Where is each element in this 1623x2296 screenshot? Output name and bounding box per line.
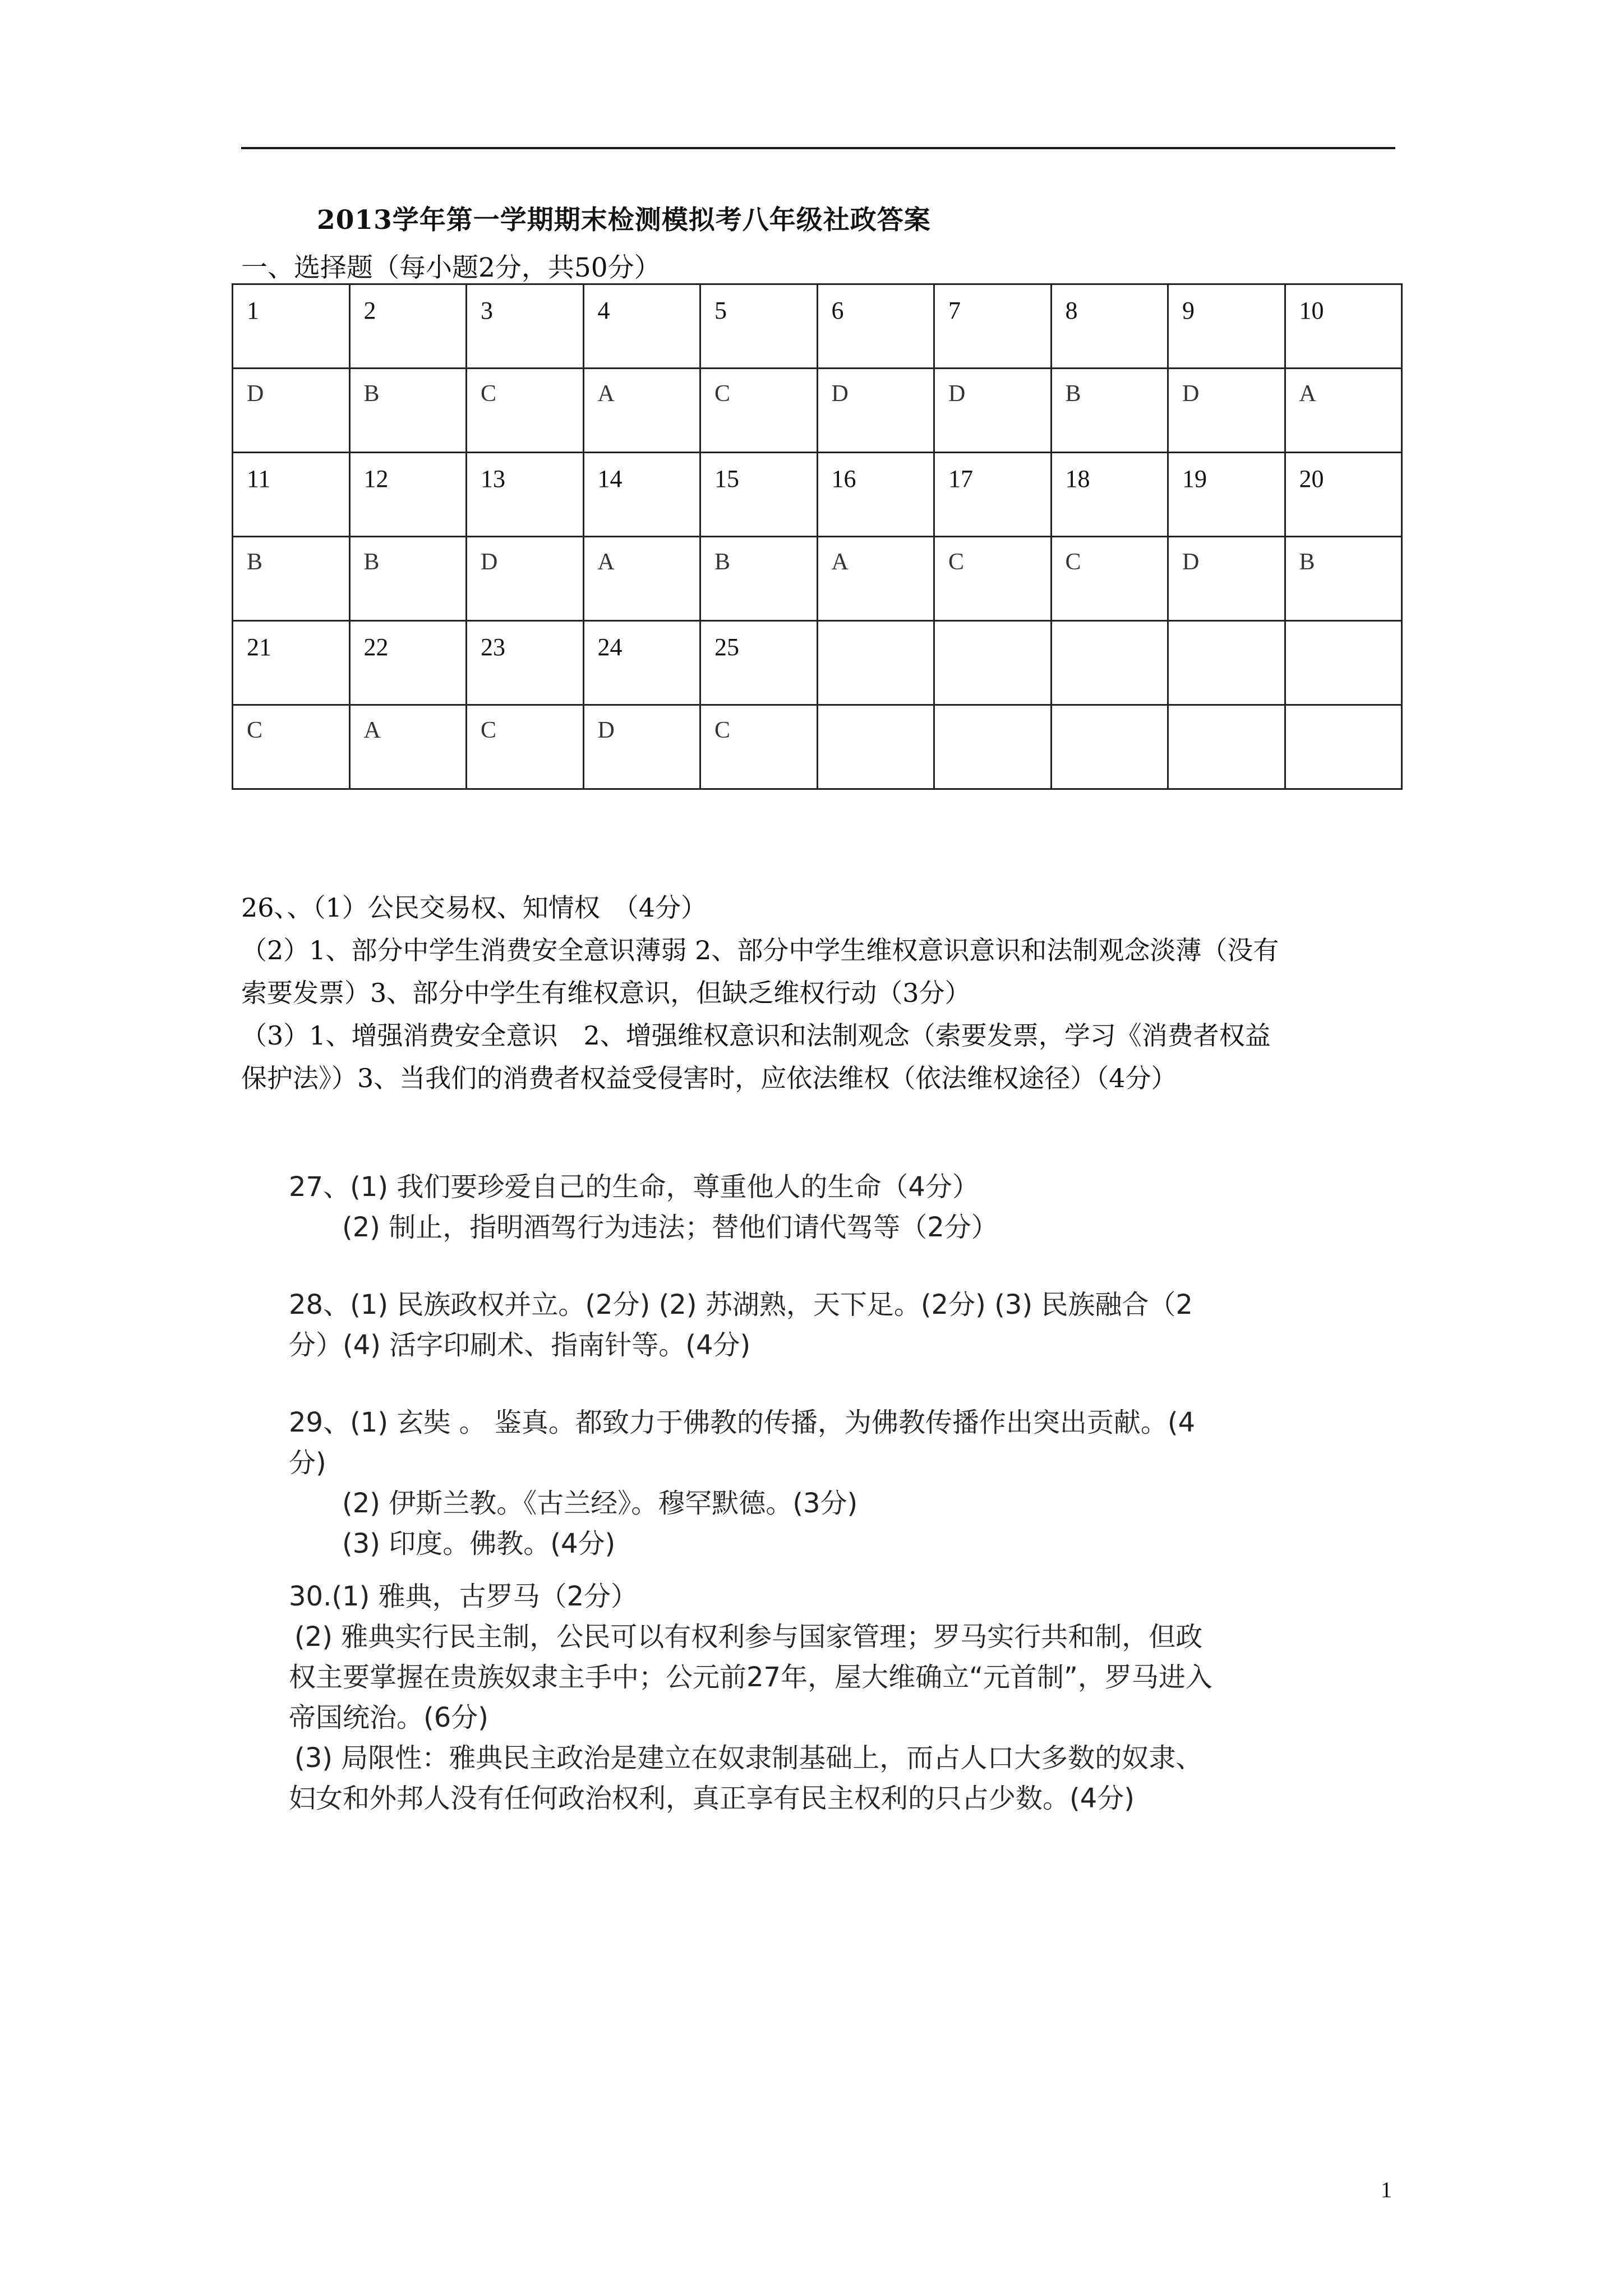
question-number-cell: 21 [233, 621, 350, 705]
question-28-line: 28、(1) 民族政权并立。(2分) (2) 苏湖熟，天下足。(2分) (3) 民族融合（2 [289, 1289, 1193, 1320]
question-number-cell: 17 [934, 453, 1052, 537]
answer-cell [1168, 705, 1285, 789]
question-number-cell: 10 [1285, 284, 1402, 369]
question-number-cell: 2 [349, 284, 467, 369]
header-rule [241, 147, 1395, 149]
question-30-line: 30.(1) 雅典，古罗马（2分） [289, 1581, 638, 1612]
question-29-answer [289, 1402, 1354, 1564]
question-29-line: 29、(1) 玄奘 。 鉴真。都致力于佛教的传播，为佛教传播作出突出贡献。(4 [289, 1407, 1196, 1438]
answer-cell [934, 705, 1052, 789]
answer-cell: D [1168, 369, 1285, 453]
question-26-line: 保护法》）3、当我们的消费者权益受侵害时，应依法维权（依法维权途径）（4分） [241, 1063, 1177, 1093]
answer-cell: B [1051, 369, 1168, 453]
question-28-line: 分）(4) 活字印刷术、指南针等。(4分) [289, 1329, 751, 1361]
section-heading-multiple-choice: 一、选择题（每小题2分，共50分） [241, 252, 661, 283]
answer-cell: C [1051, 537, 1168, 621]
answer-cell: A [583, 537, 700, 621]
answer-cell [817, 705, 934, 789]
question-30-line: (2) 雅典实行民主制，公民可以有权利参与国家管理；罗马实行共和制，但政 [294, 1621, 1203, 1653]
question-number-cell [1051, 621, 1168, 705]
question-number-cell: 18 [1051, 453, 1168, 537]
question-number-cell: 16 [817, 453, 934, 537]
question-number-cell: 11 [233, 453, 350, 537]
answer-cell: A [583, 369, 700, 453]
question-number-cell: 22 [349, 621, 467, 705]
question-27-answer [289, 1167, 1354, 1248]
question-26-line: 26、、（1）公民交易权、知情权 （4分） [241, 892, 707, 923]
question-29-line: (3) 印度。佛教。(4分) [342, 1528, 616, 1559]
question-number-cell: 13 [467, 453, 584, 537]
answer-cell: B [349, 369, 467, 453]
question-29-line: (2) 伊斯兰教。《古兰经》。穆罕默德。(3分) [342, 1488, 858, 1519]
answer-row [233, 537, 1402, 621]
question-30-line: (3) 局限性：雅典民主政治是建立在奴隶制基础上，而占人口大多数的奴隶、 [294, 1742, 1203, 1774]
question-number-cell: 14 [583, 453, 700, 537]
question-26-answer [241, 886, 1408, 1099]
answer-cell: C [934, 537, 1052, 621]
question-number-cell: 7 [934, 284, 1052, 369]
question-number-cell: 12 [349, 453, 467, 537]
question-30-line: 妇女和外邦人没有任何政治权利，真正享有民主权利的只占少数。(4分) [289, 1783, 1135, 1814]
question-27-line: (2) 制止，指明酒驾行为违法；替他们请代驾等（2分） [342, 1212, 998, 1243]
question-27-line: 27、(1) 我们要珍爱自己的生命，尊重他人的生命（4分） [289, 1171, 979, 1203]
page-number: 1 [1381, 2177, 1392, 2202]
answer-row [233, 705, 1402, 789]
answer-cell: C [233, 705, 350, 789]
question-number-cell: 20 [1285, 453, 1402, 537]
answer-cell [1285, 705, 1402, 789]
question-number-cell [934, 621, 1052, 705]
question-30-line: 帝国统治。(6分) [289, 1702, 488, 1733]
answer-cell: D [817, 369, 934, 453]
question-28-answer [289, 1285, 1354, 1365]
question-number-cell: 4 [583, 284, 700, 369]
answer-cell: D [1168, 537, 1285, 621]
question-number-cell: 23 [467, 621, 584, 705]
answer-cell: C [467, 369, 584, 453]
question-number-cell: 19 [1168, 453, 1285, 537]
question-number-cell: 15 [700, 453, 818, 537]
answer-table [232, 283, 1403, 790]
answer-row [233, 369, 1402, 453]
question-number-cell: 9 [1168, 284, 1285, 369]
document-title: 2013学年第一学期期末检测模拟考八年级社政答案 [317, 205, 931, 236]
question-26-line: 索要发票）3、部分中学生有维权意识，但缺乏维权行动（3分） [241, 978, 971, 1008]
answer-cell: C [700, 705, 818, 789]
question-number-cell: 6 [817, 284, 934, 369]
question-number-cell [1285, 621, 1402, 705]
answer-cell: B [1285, 537, 1402, 621]
question-30-line: 权主要掌握在贵族奴隶主手中；公元前27年，屋大维确立“元首制”，罗马进入 [289, 1662, 1212, 1693]
answer-cell: D [467, 537, 584, 621]
answer-cell: B [700, 537, 818, 621]
answer-cell: D [583, 705, 700, 789]
question-number-cell [1168, 621, 1285, 705]
question-number-cell: 1 [233, 284, 350, 369]
question-number-row [233, 284, 1402, 369]
answer-cell: C [467, 705, 584, 789]
question-number-cell: 5 [700, 284, 818, 369]
answer-cell: D [934, 369, 1052, 453]
question-number-cell [817, 621, 934, 705]
answer-cell: A [1285, 369, 1402, 453]
question-number-cell: 25 [700, 621, 818, 705]
answer-cell: B [233, 537, 350, 621]
question-number-row [233, 453, 1402, 537]
question-26-line: （2）1、部分中学生消费安全意识薄弱 2、部分中学生维权意识意识和法制观念淡薄（没有 [241, 935, 1279, 965]
question-30-answer [289, 1576, 1354, 1819]
question-26-line: （3）1、增强消费安全意识 2、增强维权意识和法制观念（索要发票，学习《消费者权益 [241, 1020, 1271, 1051]
answer-cell: B [349, 537, 467, 621]
question-number-cell: 24 [583, 621, 700, 705]
answer-cell: C [700, 369, 818, 453]
question-29-line: 分) [289, 1447, 326, 1479]
answer-cell: D [233, 369, 350, 453]
question-number-cell: 3 [467, 284, 584, 369]
answer-cell: A [817, 537, 934, 621]
question-number-row [233, 621, 1402, 705]
answer-cell [1051, 705, 1168, 789]
question-number-cell: 8 [1051, 284, 1168, 369]
answer-cell: A [349, 705, 467, 789]
